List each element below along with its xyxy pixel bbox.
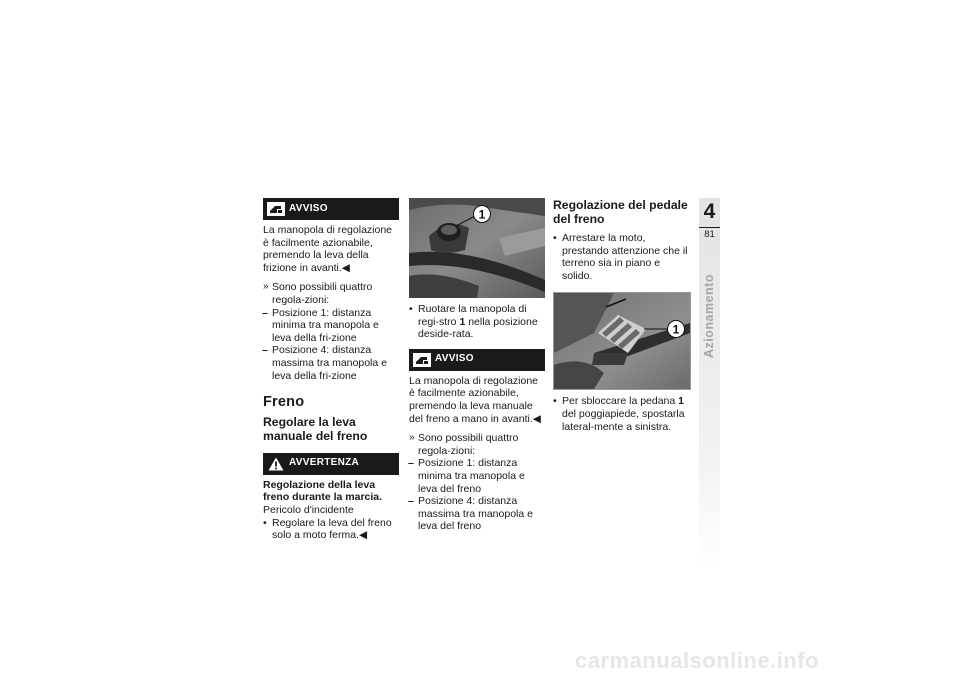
notice-banner: [409, 349, 545, 371]
notice-text: La manopola di regolazione è facilmente azionabile, premendo la leva della frizione in avanti.◀: [263, 224, 393, 274]
chapter-number: 4: [703, 200, 716, 223]
column-left: [263, 198, 399, 542]
bullet-item: • Regolare la leva del freno solo a moto ferma.◀: [263, 517, 399, 542]
notice-label: AVVISO: [435, 353, 474, 365]
warning-label: AVVERTENZA: [289, 457, 360, 469]
result-item: » Sono possibili quattro regola-zioni:: [263, 281, 399, 306]
footrest-photo: [553, 292, 691, 390]
notice-hand-icon: [413, 353, 431, 367]
bullet-text: Per sbloccare la pedana: [562, 395, 676, 408]
notice-banner: [263, 198, 399, 220]
warning-title: Regolazione della leva freno durante la marcia.: [263, 478, 383, 504]
photo-callout-label: 1: [672, 322, 680, 337]
notice-label: AVVISO: [289, 202, 328, 214]
warning-banner: [263, 453, 399, 475]
bullet-text: nella posizione deside-rata.: [418, 315, 538, 341]
page-number: 81: [699, 227, 720, 240]
ref-number: 1: [678, 395, 685, 408]
bullet-text: del poggiapiede, spostarla lateral-mente a sinistra.: [562, 407, 685, 433]
watermark: carmanualsonline.info: [575, 648, 819, 673]
result-item: » Sono possibili quattro regola-zioni:: [409, 432, 545, 457]
brake-lever-photo: [409, 198, 545, 298]
notice-hand-icon: [267, 202, 285, 216]
dash-item: – Posizione 4: distanza massima tra manopola e leva del freno: [409, 495, 545, 533]
ref-number: 1: [459, 315, 466, 328]
dash-item: – Posizione 4: distanza massima tra manopola e leva della fri-zione: [263, 344, 399, 382]
dash-item: – Posizione 1: distanza minima tra manopola e leva della fri-zione: [263, 307, 399, 345]
column-middle: [409, 198, 545, 533]
column-right: [553, 198, 691, 433]
chapter-tab: [699, 198, 720, 570]
bullet-text: Ruotare la manopola di regi-stro: [418, 303, 527, 328]
subsection-title: Regolare la leva manuale del freno: [263, 414, 368, 443]
section-title: Freno: [263, 394, 305, 411]
warning-triangle-icon: [267, 457, 285, 471]
photo-callout-label: 1: [478, 207, 486, 222]
dash-item: – Posizione 1: distanza minima tra manopola e leva del freno: [409, 457, 545, 495]
chapter-title: Azionamento: [702, 274, 716, 358]
notice-text: La manopola di regolazione è facilmente azionabile, premendo la leva manuale del freno a mano in avanti.◀: [409, 374, 541, 425]
bullet-item: [409, 303, 545, 341]
bullet-item: • Arrestare la moto, prestando attenzione che il terreno sia in piano e solido.: [553, 232, 691, 282]
subsection-title: Regolazione del pedale del freno: [553, 198, 688, 226]
warning-text: Pericolo d'incidente: [263, 503, 354, 516]
bullet-item: [553, 395, 691, 433]
